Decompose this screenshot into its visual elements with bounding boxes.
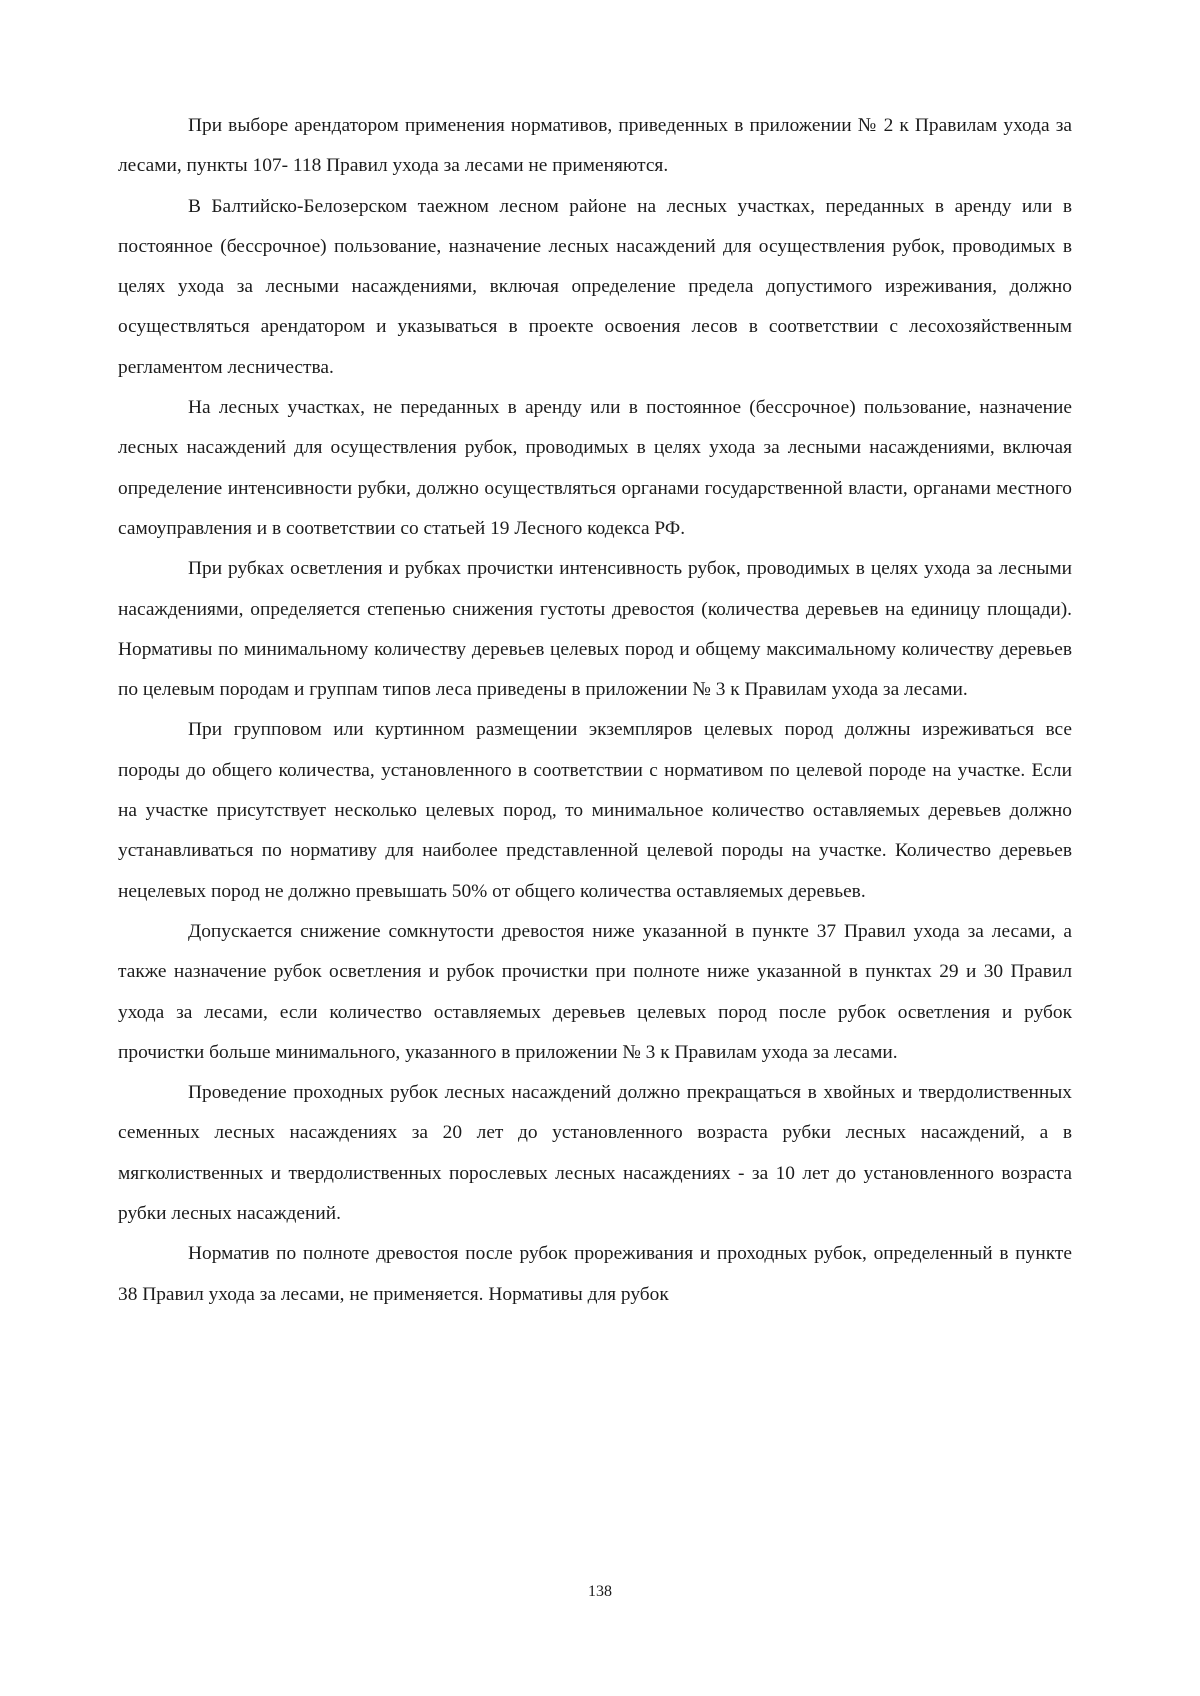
paragraph-1: При выборе арендатором применения нормативов, приведенных в приложении № 2 к Правилам ухода за лесами, пункты 107- 118 Правил ухода за лесами не применяются. [118,115,1072,177]
page-number: 138 [588,1583,612,1600]
body-text [118,106,1072,1315]
paragraph-6: Допускается снижение сомкнутости древостоя ниже указанной в пункте 37 Правил ухода за лесами, а также назначение рубок осветления и рубок прочистки при полноте ниже указанной в пунктах 29 и 30 Правил ухода за лесами, если количество оставляемых деревьев целевых пород после рубок осветления и рубок прочистки больше минимального, указанного в приложении № 3 к Правилам ухода за лесами. [118,920,1072,1063]
paragraph-7: Проведение проходных рубок лесных насаждений должно прекращаться в хвойных и твердолиственных семенных лесных насаждениях за 20 лет до установленного возраста рубки лесных насаждений, а в мягколиственных и твердолиственных порослевых лесных насаждениях - за 10 лет до установленного возраста рубки лесных насаждений. [118,1082,1072,1225]
paragraph-4: При рубках осветления и рубках прочистки интенсивность рубок, проводимых в целях ухода за лесными насаждениями, определяется степенью снижения густоты древостоя (количества деревьев на единицу площади). Нормативы по минимальному количеству деревьев целевых пород и общему максимальному количеству деревьев по целевым породам и группам типов леса приведены в приложении № 3 к Правилам ухода за лесами. [118,558,1072,701]
paragraph-8: Норматив по полноте древостоя после рубок прореживания и проходных рубок, определенный в пункте 38 Правил ухода за лесами, не применяется. Нормативы для рубок [118,1243,1072,1305]
paragraph-3: На лесных участках, не переданных в аренду или в постоянное (бессрочное) пользование, назначение лесных насаждений для осуществления рубок, проводимых в целях ухода за лесными насаждениями, включая определение интенсивности рубки, должно осуществляться органами государственной власти, органами местного самоуправления и в соответствии со статьей 19 Лесного кодекса РФ. [118,397,1072,539]
paragraph-2: В Балтийско-Белозерском таежном лесном районе на лесных участках, переданных в аренду или в постоянное (бессрочное) пользование, назначение лесных насаждений для осуществления рубок, проводимых в целях ухода за лесными насаждениями, включая определение предела допустимого изреживания, должно осуществляться арендатором и указываться в проекте освоения лесов в соответствии с лесохозяйственным регламентом лесничества. [118,195,1072,378]
paragraph-5: При групповом или куртинном размещении экземпляров целевых пород должны изреживаться все породы до общего количества, установленного в соответствии с нормативом по целевой породе на участке. Если на участке присутствует несколько целевых пород, то минимальное количество оставляемых деревьев должно устанавливаться по нормативу для наиболее представленной целевой породы на участке. Количество деревьев нецелевых пород не должно превышать 50% от общего количества оставляемых деревьев. [118,719,1072,902]
